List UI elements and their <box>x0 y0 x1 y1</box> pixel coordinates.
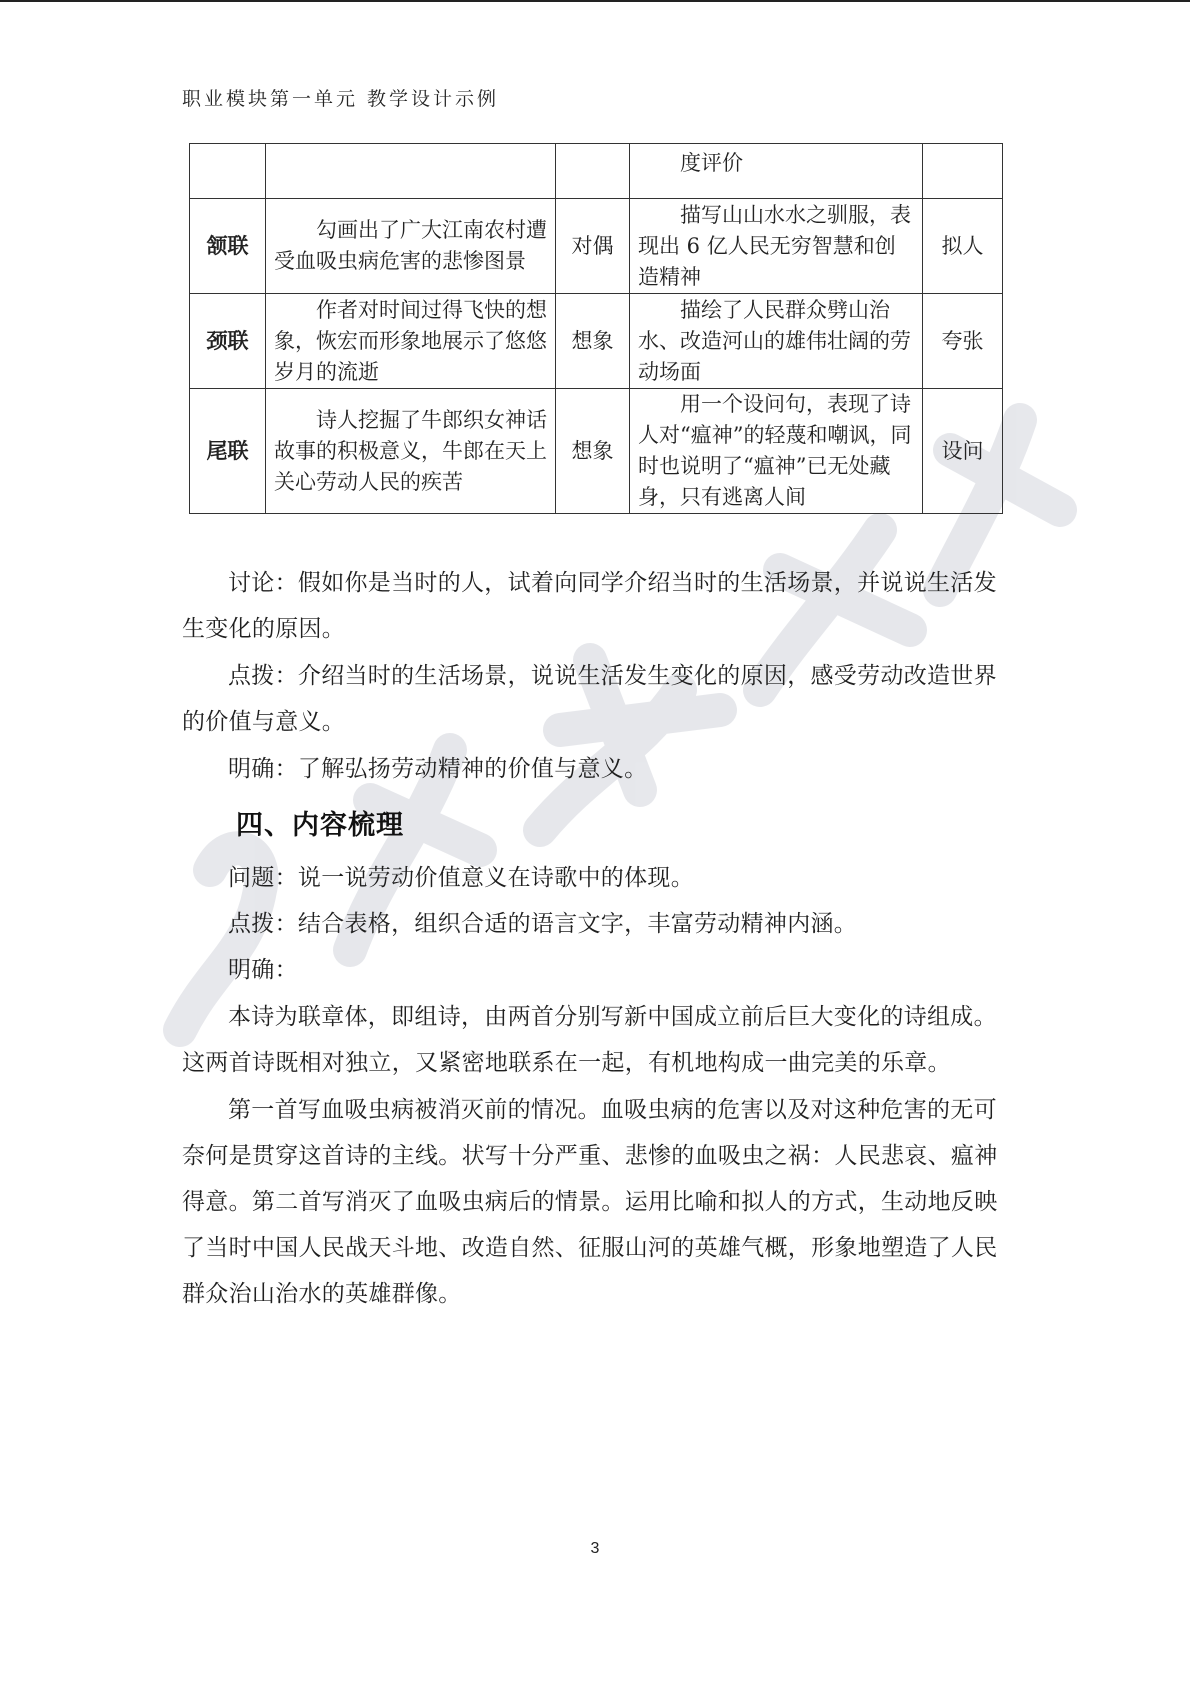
discussion-paragraph: 讨论：假如你是当时的人，试着向同学介绍当时的生活场景，并说说生活发生变化的原因。 <box>182 570 997 642</box>
second-poem-description: 描写山山水水之驯服，表现出 6 亿人民无穷智慧和创造精神 <box>630 199 923 294</box>
page-number: 3 <box>590 1540 600 1557</box>
second-poem-technique: 拟人 <box>923 199 1003 294</box>
second-poem-description: 度评价 <box>630 144 923 199</box>
hint-paragraph-1: 点拨：介绍当时的生活场景，说说生活发生变化的原因，感受劳动改造世界的价值与意义。 <box>182 663 997 735</box>
table-row <box>190 294 1003 389</box>
first-poem-technique: 想象 <box>556 294 630 389</box>
first-poem-technique: 对偶 <box>556 199 630 294</box>
row-label: 颈联 <box>190 294 266 389</box>
comparison-table <box>189 143 1003 514</box>
top-border-line <box>0 0 1190 2</box>
row-label: 颔联 <box>190 199 266 294</box>
row-label: 尾联 <box>190 389 266 514</box>
second-poem-description: 用一个设问句，表现了诗人对“瘟神”的轻蔑和嘲讽，同时也说明了“瘟神”已无处藏身，只有逃离人间 <box>630 389 923 514</box>
first-poem-description: 作者对时间过得飞快的想象，恢宏而形象地展示了悠悠岁月的流逝 <box>266 294 556 389</box>
second-poem-description: 描绘了人民群众劈山治水、改造河山的雄伟壮阔的劳动场面 <box>630 294 923 389</box>
first-poem-description <box>266 144 556 199</box>
clarification-paragraph-1: 明确：了解弘扬劳动精神的价值与意义。 <box>228 756 648 782</box>
table-row <box>190 144 1003 199</box>
table-row <box>190 199 1003 294</box>
page-header: 职业模块第一单元 教学设计示例 <box>182 88 500 110</box>
body-paragraph-2: 第一首写血吸虫病被消灭前的情况。血吸虫病的危害以及对这种危害的无可奈何是贯穿这首诗的主线。状写十分严重、悲惨的血吸虫之祸：人民悲哀、瘟神得意。第二首写消灭了血吸虫病后的情景。运用比喻和拟人的方式，生动地反映了当时中国人民战天斗地、改造自然、征服山河的英雄气概，形象地塑造了人民群众治山治水的英雄群像。 <box>182 1097 998 1307</box>
first-poem-technique <box>556 144 630 199</box>
second-poem-technique <box>923 144 1003 199</box>
row-label <box>190 144 266 199</box>
first-poem-technique: 想象 <box>556 389 630 514</box>
second-poem-technique: 夸张 <box>923 294 1003 389</box>
first-poem-description: 勾画出了广大江南农村遭受血吸虫病危害的悲惨图景 <box>266 199 556 294</box>
section-heading: 四、内容梳理 <box>236 810 404 841</box>
question-paragraph: 问题：说一说劳动价值意义在诗歌中的体现。 <box>228 865 694 891</box>
body-paragraph-1: 本诗为联章体，即组诗，由两首分别写新中国成立前后巨大变化的诗组成。这两首诗既相对独立，又紧密地联系在一起，有机地构成一曲完美的乐章。 <box>182 1004 997 1076</box>
second-poem-technique: 设问 <box>923 389 1003 514</box>
first-poem-description: 诗人挖掘了牛郎织女神话故事的积极意义，牛郎在天上关心劳动人民的疾苦 <box>266 389 556 514</box>
table-row <box>190 389 1003 514</box>
clarification-label-2: 明确： <box>228 957 298 983</box>
hint-paragraph-2: 点拨：结合表格，组织合适的语言文字，丰富劳动精神内涵。 <box>228 911 858 937</box>
